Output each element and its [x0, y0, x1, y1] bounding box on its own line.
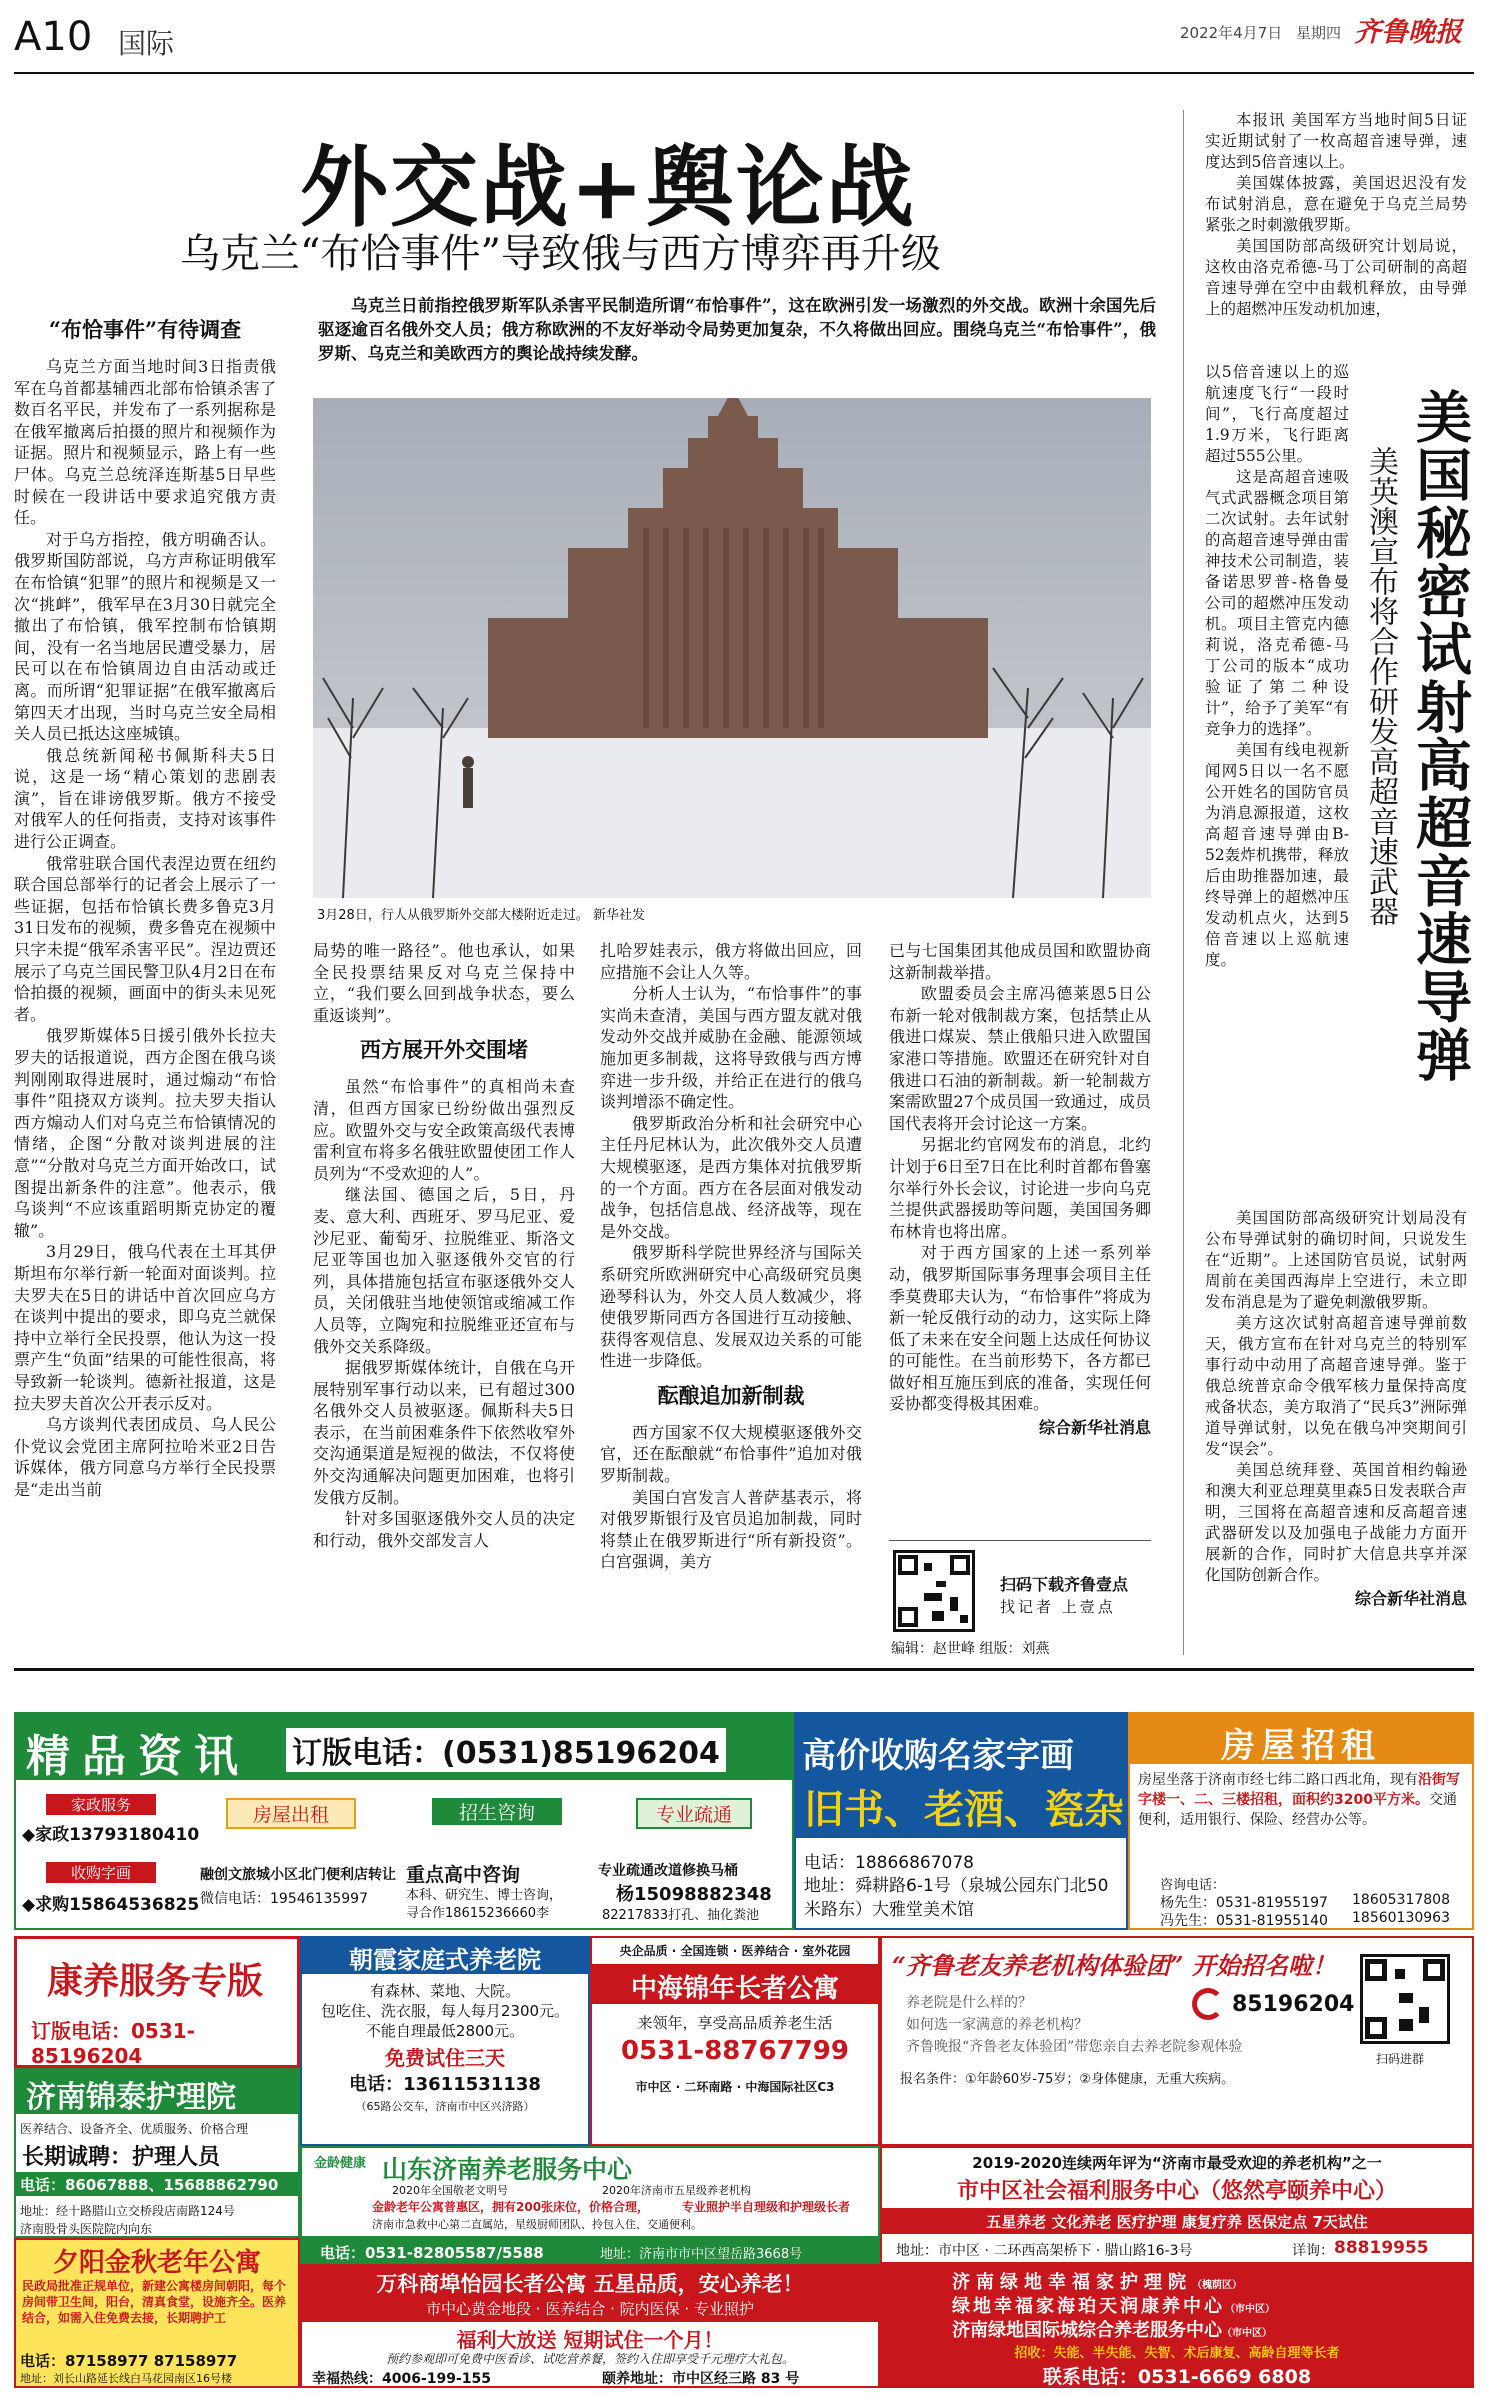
- paragraph: 据俄罗斯媒体统计，自俄在乌开展特别军事行动以来，已有超过300名俄外交人员被驱逐。佩斯科夫5日表示，在当前困难条件下依然收窄外交沟通渠道是短视的做法，不仅将使外交沟通解决问题更加困难，也将引发俄方反制。: [313, 1358, 575, 1507]
- section-heading-diplomatic: 西方展开外交围堵: [360, 1037, 528, 1063]
- tag-calligraphy: 收购字画: [46, 1862, 156, 1883]
- wanke-line1: 市中心黄金地段 · 医养结合 · 院内医保 · 专业照护: [426, 2300, 754, 2318]
- shizhong-top: 2019-2020连续两年评为“济南市最受欢迎的养老机构”之一: [972, 2154, 1382, 2172]
- rent-yang-mobile: 18605317808: [1352, 1892, 1450, 1908]
- classified-title: 精品资讯: [26, 1731, 250, 1782]
- health-care-ad-header: [14, 1936, 300, 2068]
- wanke-ad: [300, 2264, 880, 2388]
- zhonghai-line1: 来领年，享受高品质养老生活: [637, 2014, 833, 2032]
- shandong-contact-bar: [300, 2238, 880, 2264]
- lvdi-name-3: 济南绿地国际城综合养老服务中心: [952, 2320, 1222, 2341]
- school-title: 重点高中咨询: [406, 1864, 521, 1886]
- main-headline: 外交战+舆论战: [300, 135, 916, 239]
- lvdi-recruit: 招收：失能、半失能、失智、术后康复、高龄自理等长者: [1014, 2346, 1340, 2361]
- moscow-building-illustration: [313, 398, 1151, 898]
- ads-rule: [14, 1668, 1474, 1671]
- zhaoxia-title: 朝霞家庭式养老院: [349, 1946, 541, 1974]
- xiyang-body: 民政局批准正规单位，新建公寓楼房间朝阳，每个房间带卫生间，阳台，清真食堂，设施齐全。医养结合，如需入住免费去接，长期聘护工: [22, 2279, 287, 2325]
- lvdi-name-2: 绿地幸福家海珀天润康养中心: [952, 2296, 1225, 2317]
- jintai-ad: [14, 2068, 300, 2238]
- qilu-q2: 如何选一家满意的养老机构？: [906, 2017, 1088, 2033]
- paragraph: 美方这次试射高超音速导弹前数天，俄方宣布在针对乌克兰的特别军事行动中动用了高超音速导弹。鉴于俄总统普京命令俄军核力量保持高度戒备状态，美方取消了“民兵3”洲际弹道导弹试射，以免在俄乌冲突期间引发“误会”。: [1205, 1314, 1467, 1458]
- qilu-q1: 养老院是什么样的？: [906, 1995, 1032, 2011]
- side-article-bottom: [1205, 1208, 1467, 1609]
- side-headline: 美国秘密试射高超音速导弹: [1407, 388, 1473, 1084]
- paragraph: 俄总统新闻秘书佩斯科夫5日说，这是一场“精心策划的悲剧表演”，旨在诽谤俄罗斯。俄方不接受对俄军人的任何指责，支持对该事件进行公正调查。: [14, 745, 276, 852]
- classified-ad-block: [14, 1712, 794, 1930]
- purchase-phone: 电话：18866867078: [804, 1853, 974, 1873]
- jintai-line1: 医养结合、设备齐全、优质服务、价格合理: [20, 2122, 249, 2136]
- rent-body-2: 交通便利，适用银行、保险、经营办公等。: [1138, 1792, 1457, 1828]
- column-divider: [1183, 110, 1184, 1655]
- jintai-title: 济南锦泰护理院: [26, 2080, 236, 2115]
- paragraph: 分析人士认为，“布恰事件”的事实尚未查清，美国与西方盟友就对俄发动外交战并威胁在金融、能源领域施加更多制裁，这将导致俄与西方博弈进一步升级，并给正在进行的俄乌谈判增添不确定性。: [600, 984, 862, 1112]
- xiyang-address: 地址：刘长山路延长线白马花园南区16号楼: [20, 2372, 232, 2385]
- xiyang-phone: 电话：87158977 87158977: [20, 2352, 238, 2370]
- qilu-scan-label: 扫码进群: [1376, 2052, 1425, 2066]
- paragraph: 虽然“布恰事件”的真相尚未查清，但西方国家已纷纷做出强烈反应。欧盟外交与安全政策高级代表博雷利宣布将多名俄驻欧盟使团工作人员列为“不受欢迎的人”。: [313, 1077, 575, 1183]
- paragraph: 已与七国集团其他成员国和欧盟协商这新制裁举措。: [889, 941, 1151, 982]
- paragraph: 这是高超音速吸气式武器概念项目第二次试射。去年试射的高超音速导弹由雷神技术公司制造，装备诺思罗普-格鲁曼公司的超燃冲压发动机。项目主管克内德莉说，洛克希德-马丁公司的版本“成功验证了第二种设计”，给予了美军“有竞争力的选择”。: [1205, 468, 1349, 738]
- paragraph: 扎哈罗娃表示，俄方将做出回应，回应措施不会让人久等。: [600, 941, 862, 982]
- zhonghai-title: 中海锦年长者公寓: [630, 1974, 839, 2004]
- side-article-narrow: [1205, 362, 1349, 971]
- shizhong-phone: 88819955: [1334, 2238, 1429, 2258]
- lvdi-district-1: （槐荫区）: [1192, 2280, 1242, 2291]
- paragraph: 对于乌方指控，俄方明确否认。俄罗斯国防部说，乌方声称证明俄军在布恰镇“犯罪”的照片和视频是又一次“挑衅”，俄军早在3月30日就完全撤出了布恰镇，俄军控制布恰镇期间，没有一名当地居民遭受暴力，居民可以在布恰镇周边自由活动或迁离。而所谓“犯罪证据”在俄军撤离后第四天才出现，当时乌克兰安全局相关人员已抵达这座城镇。: [14, 529, 276, 744]
- purchase-title: 高价收购名家字画: [802, 1736, 1074, 1776]
- lede-paragraph: 乌克兰日前指控俄罗斯军队杀害平民制造所谓“布恰事件”，这在欧洲引发一场激烈的外交战。欧洲十余国先后驱逐逾百名俄外交人员；俄方称欧洲的不友好举动令局势更加复杂，不久将做出回应。围绕乌克兰“布恰事件”，俄罗斯、乌克兰和美欧西方的舆论战持续发酵。: [318, 296, 1156, 363]
- housekeeping-phone: ◆家政13793180410: [22, 1825, 200, 1845]
- shizhong-address: 地址：市中区 · 二环西高架桥下 · 腊山路16-3号: [896, 2243, 1193, 2259]
- zhaoxia-address: （65路公交车，济南市中区兴济路）: [355, 2100, 535, 2113]
- side-byline: 综合新华社消息: [1354, 1589, 1467, 1608]
- school-line: 本科、研究生、博士咨询，: [406, 1888, 563, 1903]
- newspaper-logo: 齐鲁晚报: [1354, 17, 1462, 48]
- tag-rental: 房屋出租: [226, 1798, 356, 1829]
- health-phone: 订版电话：0531-85196204: [31, 2019, 195, 2068]
- paragraph: 俄罗斯媒体5日援引俄外长拉夫罗夫的话报道说，西方企图在俄乌谈判刚刚取得进展时，通过煽动“布恰事件”阻挠双方谈判。拉夫罗夫指认西方煽动人们对乌克兰布恰镇情况的情绪，企图“分散对谈判进展的注意”“分散对乌克兰方面开始改口，试图提出新条件的注意”。他表示，俄乌谈判“不应该重蹈明斯克协定的覆辙”。: [14, 1026, 276, 1240]
- rent-yang-phone: 杨先生：0531-81955197: [1160, 1895, 1328, 1911]
- photo-caption: 3月28日，行人从俄罗斯外交部大楼附近走过。 新华社发: [317, 908, 645, 923]
- paragraph: 对于西方国家的上述一系列举动，俄罗斯国际事务理事会项目主任季莫费耶夫认为，“布恰事件”将成为新一轮反俄行动的动力，这实际上降低了未来在安全问题上达成任何协议的可能性。在当前形势下，各方都已做好相互施压到底的准备，实现任何妥协都变得极其困难。: [889, 1243, 1151, 1414]
- classified-phone: 订版电话：(0531)85196204: [286, 1728, 726, 1772]
- shandong-line1: 金龄老年公寓普惠区，拥有200张床位，价格合理，: [372, 2200, 650, 2214]
- paragraph: 西方国家不仅大规模驱逐俄外交官，还在酝酿就“布恰事件”追加对俄罗斯制裁。: [600, 1422, 862, 1486]
- lvdi-ad: [880, 2264, 1474, 2388]
- article-column-3: [600, 940, 862, 1573]
- qilu-qr-icon[interactable]: [1360, 1954, 1450, 2044]
- house-rent-ad: [1128, 1712, 1474, 1930]
- zhonghai-address: 市中区 · 二环南路 · 中海国际社区C3: [635, 2080, 835, 2094]
- paragraph: 乌克兰方面当地时间3日指责俄军在乌首都基辅西北部布恰镇杀害了数百名平民，并发布了一系列据称是在俄军撤离后拍摄的照片和视频作为证据。照片和视频显示，路上有一些尸体。乌克兰总统泽连斯基5日早些时候在一段讲话中要求追究俄方责任。: [14, 357, 276, 528]
- lvdi-line-3: [952, 2316, 1272, 2342]
- rent-feng-phone: 冯先生：0531-81955140: [1160, 1913, 1328, 1929]
- jintai-hiring: 长期诚聘：护理人员: [22, 2145, 221, 2170]
- side-subheadline: 美英澳宣布将合作研发高超音速武器: [1363, 446, 1398, 926]
- shandong-line2: 专业照护半自理级和护理级长者: [682, 2200, 851, 2214]
- paragraph: 美国媒体披露，美国迟迟没有发布试射消息，意在避免于乌克兰局势紧张之时刺激俄罗斯。: [1205, 174, 1467, 234]
- lvdi-name-1: 济南绿地幸福家护理院: [952, 2272, 1192, 2293]
- paragraph: 美国国防部高级研究计划局说，这枚由洛克希德-马丁公司研制的高超音速导弹在空中由载机释放，由导弹上的超燃冲压发动机加速，: [1205, 237, 1467, 318]
- shandong-address: 地址：济南市市中区望岳路3668号: [600, 2247, 803, 2262]
- wanke-address: 颐养地址：市中区经三路 83 号: [602, 2371, 800, 2387]
- qr-title: 扫码下载齐鲁壹点: [1000, 1575, 1129, 1594]
- zhaoxia-line3: 不能自理最低2800元。: [365, 2022, 525, 2040]
- paragraph: 俄常驻联合国代表涅边贾在纽约联合国总部举行的记者会上展示了一些证据，包括布恰镇长费多鲁克3月31日发布的视频，费多鲁克在视频中只字未提“俄军杀害平民”。涅边贾还展示了乌克兰国民警卫队4月2日在布恰拍摄的视频，画面中的街头未见死者。: [14, 853, 276, 1024]
- zhaoxia-free-trial: 免费试住三天: [385, 2046, 505, 2070]
- rental-wechat: 微信电话：19546135997: [200, 1891, 368, 1907]
- paragraph: 乌方谈判代表团成员、乌人民公仆党议会党团主席阿拉哈米亚2日告诉媒体，俄方同意乌方举行全民投票是“走出当前: [14, 1415, 276, 1499]
- wanke-phone: 幸福热线：4006-199-155: [312, 2371, 492, 2387]
- section-heading-sanctions: 酝酿追加新制裁: [657, 1382, 805, 1408]
- zhonghai-top: 央企品质 · 全国连锁 · 医养结合 · 室外花园: [619, 1944, 851, 1958]
- paragraph: 本报讯 美国军方当地时间5日证实近期试射了一枚高超音速导弹，速度达到5倍音速以上。: [1205, 111, 1467, 171]
- shandong-phone: 电话：0531-82805587/5588: [320, 2244, 544, 2262]
- qr-subtitle: 找记者 上壹点: [1000, 1598, 1116, 1616]
- qilu-tour-ad: [880, 1936, 1474, 2146]
- page-number: A10: [14, 14, 93, 60]
- shandong-center-ad: [300, 2146, 880, 2238]
- shizhong-tags: 五星养老 文化养老 医疗护理 康复疗养 医保定点 7天试住: [986, 2213, 1368, 2231]
- editor-credit: 编辑：赵世峰 组版：刘燕: [891, 1641, 1050, 1657]
- zhaoxia-phone: 电话：13611531138: [349, 2074, 541, 2095]
- article-byline: 综合新华社消息: [1038, 1418, 1151, 1438]
- calligraphy-phone: ◆求购15864536825: [22, 1895, 200, 1915]
- rent-body-1: 房屋坐落于济南市经七纬二路口西北角，现有: [1138, 1772, 1418, 1788]
- drain-phone: 杨15098882348: [616, 1884, 772, 1905]
- paragraph: 美国总统拜登、英国首相约翰逊和澳大利亚总理莫里森5日发表联合声明，三国将在高超音速和反高超音速武器研发以及加强电子战能力方面开展新的合作，同时扩大信息共享并深化国防创新合作。: [1205, 1461, 1467, 1584]
- lvdi-district-3: （市中区）: [1222, 2328, 1272, 2339]
- lvdi-phone: 联系电话：0531-6669 6808: [1042, 2366, 1312, 2388]
- lvdi-district-2: （市中区）: [1225, 2304, 1275, 2315]
- shandong-title: 山东济南养老服务中心: [382, 2155, 633, 2184]
- xiyang-title: 夕阳金秋老年公寓: [52, 2248, 261, 2278]
- issue-weekday: 星期四: [1296, 24, 1342, 42]
- wanke-note: 预约参观即可免费中医看诊、试吃营养餐，签约入住即享受千元理疗大礼包。: [385, 2352, 794, 2366]
- paragraph: 美国国防部高级研究计划局没有公布导弹试射的确切时间，只说发生在“近期”。上述国防官员说，试射两周前在美国西海岸上空进行，未立即发布消息是为了避免刺激俄罗斯。: [1205, 1209, 1467, 1311]
- shandong-line3: 济南市急救中心第二直属站，星级厨师团队、拎包入住、交通便利。: [372, 2218, 702, 2231]
- side-article-top: [1205, 110, 1467, 320]
- calligraphy-purchase-ad: [794, 1712, 1128, 1930]
- lvdi-line-1: [952, 2268, 1242, 2294]
- paragraph: 针对多国驱逐俄外交人员的决定和行动，俄外交部发言人: [313, 1509, 575, 1550]
- purchase-address: 地址：舜耕路6-1号（泉城公园东门北50米路东）大雅堂美术馆: [804, 1876, 1109, 1920]
- zhaoxia-line2: 包吃住、洗衣服，每人每月2300元。: [320, 2002, 570, 2020]
- wanke-title: 万科商埠怡园长者公寓 五星品质，安心养老！: [376, 2272, 804, 2296]
- paragraph: 继法国、德国之后，5日，丹麦、意大利、西班牙、罗马尼亚、爱沙尼亚、葡萄牙、拉脱维亚、斯洛文尼亚等国也加入驱逐俄外交官的行列，具体措施包括宣布驱逐俄外交人员，关闭俄驻当地使领馆或缩减工作人员等，立陶宛和拉脱维亚还宣布与俄外交关系降级。: [313, 1185, 575, 1356]
- article-column-2: [313, 940, 575, 1551]
- paragraph: 以5倍音速以上的巡航速度飞行“一段时间”，飞行高度超过1.9万米，飞行距离超过555公里。: [1205, 363, 1349, 465]
- paragraph: 俄罗斯政治分析和社会研究中心主任丹尼林认为，此次俄外交人员遭大规模驱逐，是西方集体对抗俄罗斯的一个方面。西方在各层面对俄发动战争，包括信息战、经济战等，现在是外交战。: [600, 1113, 862, 1241]
- zhonghai-ad: [590, 1936, 880, 2146]
- tag-housekeeping: 家政服务: [46, 1794, 156, 1815]
- jintai-phone: 电话：86067888、15688862790: [20, 2176, 279, 2194]
- jintai-address-2: 济南股骨头医院院内向东: [20, 2222, 153, 2236]
- main-subheadline: 乌克兰“布恰事件”导致俄与西方博弈再升级: [180, 231, 941, 277]
- tag-drainage: 专业疏通: [636, 1798, 752, 1829]
- zhaoxia-line1: 有森林、菜地、大院。: [369, 1982, 520, 2000]
- rental-address: 融创文旅城小区北门便利店转让: [200, 1867, 396, 1883]
- rent-feng-mobile: 18560130963: [1352, 1910, 1450, 1926]
- qilu-q3: 齐鲁晚报“齐鲁老友体验团”带您亲自去养老院参观体验: [906, 2039, 1243, 2055]
- zhonghai-phone: 0531-88767799: [621, 2036, 849, 2066]
- shandong-award-1: 2020年全国敬老文明号: [392, 2184, 508, 2197]
- rent-body: [1138, 1770, 1468, 1830]
- qilu-conditions: 报名条件：①年龄60岁-75岁；②身体健康，无重大疾病。: [900, 2072, 1235, 2087]
- purchase-items: 旧书、老酒、瓷杂: [804, 1786, 1124, 1833]
- article-column-1: [14, 316, 276, 1500]
- qr-code-icon[interactable]: [893, 1550, 975, 1632]
- drain-title: 专业疏通改道修换马桶: [598, 1863, 738, 1879]
- masthead-rule: [14, 72, 1474, 74]
- tag-admissions: 招生咨询: [432, 1798, 562, 1825]
- health-title: 康养服务专版: [47, 1961, 264, 2002]
- shandong-brand: 金龄健康: [313, 2156, 366, 2171]
- paragraph: 局势的唯一路径”。他也承认，如果全民投票结果反对乌克兰保持中立，“我们要么回到战争状态，要么重返谈判”。: [313, 941, 575, 1025]
- rent-body-highlight: 沿街写字楼一、二、三楼招租，面积约3200平方米。: [1138, 1772, 1460, 1808]
- rent-title: 房屋招租: [1221, 1726, 1381, 1766]
- qilu-title: “齐鲁老友养老机构体验团” 开始招名啦！: [892, 1951, 1336, 1980]
- issue-date: 2022年4月7日: [1180, 24, 1283, 42]
- section-heading-investigation: “布恰事件”有待调查: [48, 317, 242, 342]
- lvdi-line-2: [952, 2292, 1275, 2318]
- section-label: 国际: [118, 27, 175, 60]
- article-column-4: [889, 940, 1151, 1439]
- xiyang-ad: [14, 2238, 300, 2388]
- paragraph: 3月29日，俄乌代表在土耳其伊斯坦布尔举行新一轮面对面谈判。拉夫罗夫在5日的讲话中首次回应乌方在谈判中提出的要求，即乌克兰就保持中立举行全民投票，他认为这一投票产生“负面”结果的可能性很高，将导致新一轮谈判。德新社报道，这是拉夫罗夫首次公开表示反对。: [14, 1242, 276, 1413]
- news-photo: [313, 398, 1151, 898]
- paragraph: 另据北约官网发布的消息，北约计划于6日至7日在比利时首都布鲁塞尔举行外长会议，讨论进一步向乌克兰提供武器援助等问题，美国国务卿布林肯也将出席。: [889, 1135, 1151, 1241]
- shandong-award-2: 2020年济南市五星级养老机构: [602, 2184, 751, 2197]
- phone-icon: [1192, 1988, 1224, 2020]
- wanke-promo: 福利大放送 短期试住一个月！: [456, 2328, 724, 2352]
- paragraph: 美国有线电视新闻网5日以一名不愿公开姓名的国防官员为消息源报道，这枚高超音速导弹由B-52轰炸机携带，释放后由助推器加速，最终导弹上的超燃冲压发动机点火，达到5倍音速以上巡航速度。: [1205, 741, 1349, 969]
- qilu-phone: 85196204: [1232, 1992, 1355, 2017]
- zhaoxia-ad: [300, 1936, 590, 2146]
- divider: [889, 1540, 1151, 1541]
- rent-contact-label: 咨询电话：: [1160, 1878, 1226, 1893]
- paragraph: 美国白宫发言人普萨基表示，将对俄罗斯银行及官员追加制裁，同时将禁止在俄罗斯进行“所有新投资”。白宫强调，美方: [600, 1487, 862, 1572]
- shizhong-title: 市中区社会福利服务中心（悠然亭颐养中心）: [956, 2179, 1397, 2204]
- jintai-address-1: 地址：经十路腊山立交桥段店南路124号: [20, 2204, 235, 2218]
- shizhong-welfare-ad: [880, 2146, 1474, 2264]
- shizhong-phone-label: 详询：: [1292, 2243, 1334, 2259]
- paragraph: 欧盟委员会主席冯德莱恩5日公布新一轮对俄制裁方案，包括禁止从俄进口煤炭、禁止俄船只进入欧盟国家港口等措施。欧盟还在研究针对自俄进口石油的新制裁。新一轮制裁方案需欧盟27个成员国一致通过，成员国代表将开会讨论这一方案。: [889, 984, 1151, 1133]
- paragraph: 俄罗斯科学院世界经济与国际关系研究所欧洲研究中心高级研究员奥逊琴科认为，外交人员人数减少，将使俄罗斯同西方各国进行互动接触、获得客观信息、发展双边关系的可能性进一步降低。: [600, 1243, 862, 1371]
- school-phone: 寻合作18615236660李: [406, 1906, 549, 1921]
- drain-line: 82217833打孔、抽化粪池: [602, 1908, 760, 1923]
